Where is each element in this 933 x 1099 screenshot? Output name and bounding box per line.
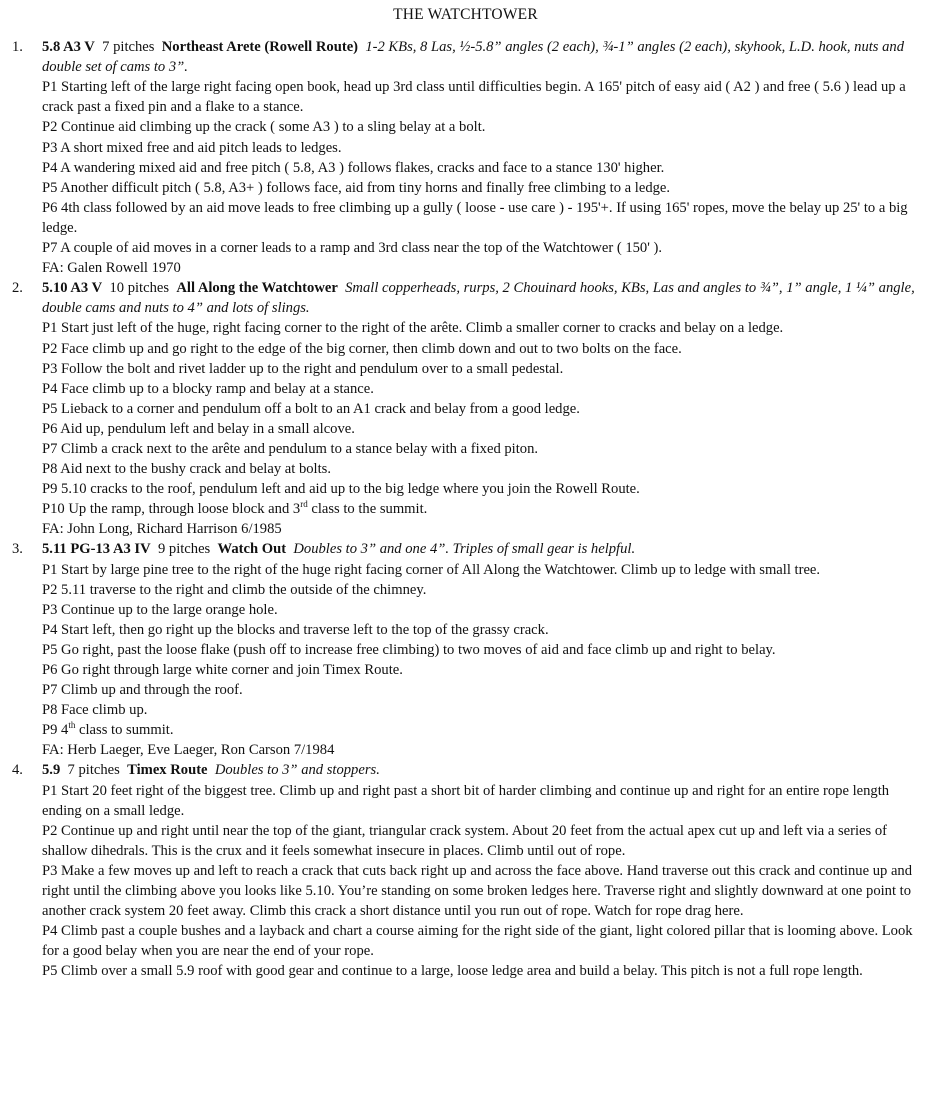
route-grade: 5.10 A3 V [42, 280, 103, 297]
pitch-description: P6 Aid up, pendulum left and belay in a small alcove. [42, 420, 355, 437]
pitch-description: P3 Continue up to the large orange hole. [42, 601, 278, 618]
route-number: 3. [12, 541, 23, 558]
route-name: Northeast Arete (Rowell Route) [161, 39, 359, 56]
ordinal-suffix: rd [300, 499, 308, 510]
pitch-description: P5 Go right, past the loose flake (push off to increase free climbing) to two moves of aid and face climb up and right to belay. [42, 641, 776, 658]
route-name: Timex Route [127, 762, 208, 779]
pitch-description: P1 Start by large pine tree to the right of the huge right facing corner of All Along the Watchtower. Climb up to ledge with small tree. [42, 561, 821, 578]
pitch-description: P4 Start left, then go right up the blocks and traverse left to the top of the grassy crack. [42, 621, 549, 638]
pitch-description: P2 Face climb up and go right to the edge of the big corner, then climb down and out to two bolts on the face. [42, 340, 682, 357]
route-name: All Along the Watchtower [176, 280, 338, 297]
route-gear: Doubles to 3” and one 4”. Triples of small gear is helpful. [293, 541, 636, 558]
pitch-description: P3 A short mixed free and aid pitch leads to ledges. [42, 139, 342, 156]
pitch-text: class to summit. [75, 722, 174, 739]
route-pitch-count: 7 pitches [67, 762, 120, 779]
route-pitch-count: 9 pitches [157, 541, 211, 558]
pitch-description: P8 Aid next to the bushy crack and belay at bolts. [42, 461, 331, 478]
pitch-description [42, 720, 919, 740]
route-entry [12, 278, 919, 539]
route-number: 2. [12, 280, 23, 297]
route-header [42, 539, 919, 559]
pitch-description: P3 Follow the bolt and rivet ladder up to the right and pendulum over to a small pedestal. [42, 360, 564, 377]
first-ascent: FA: John Long, Richard Harrison 6/1985 [42, 521, 282, 538]
route-number: 4. [12, 762, 23, 779]
pitch-description: P7 Climb a crack next to the arête and pendulum to a stance belay with a fixed piton. [42, 440, 539, 457]
pitch-text: P9 4 [42, 722, 69, 739]
pitch-description: P1 Starting left of the large right facing open book, head up 3rd class until difficulties begin. A 165' pitch of easy aid ( A2 ) and free ( 5.6 ) lead up a crack past a fixed pin and a flake to a stance. [42, 79, 906, 116]
first-ascent: FA: Herb Laeger, Eve Laeger, Ron Carson 7/1984 [42, 742, 335, 759]
route-pitch-count: 7 pitches [102, 39, 155, 56]
pitch-description: P5 Climb over a small 5.9 roof with good gear and continue to a large, loose ledge area and build a belay. This pitch is not a full rope length. [42, 963, 863, 980]
route-entry [12, 37, 919, 278]
pitch-description: P5 Lieback to a corner and pendulum off a bolt to an A1 crack and belay from a good ledge. [42, 400, 580, 417]
pitch-description: P2 Continue up and right until near the top of the giant, triangular crack system. About 20 feet from the actual apex cut up and left via a series of shallow dihedrals. This is the crux and it feels somewhat insecure in places. Climb until out of rope. [42, 822, 887, 859]
pitch-description: P6 4th class followed by an aid move leads to free climbing up a gully ( loose - use care ) - 195'+. If using 165' ropes, move the belay up 25' to a big ledge. [42, 199, 908, 236]
route-gear: 1-2 KBs, 8 Las, ½-5.8” angles (2 each), ¾-1” angles (2 each), skyhook, L.D. hook, nuts and double set of cams to 3”. [42, 39, 905, 76]
first-ascent: FA: Galen Rowell 1970 [42, 260, 181, 277]
route-gear: Doubles to 3” and stoppers. [214, 762, 380, 779]
route-header [42, 37, 919, 77]
pitch-text: class to the summit. [307, 501, 428, 518]
pitch-description: P6 Go right through large white corner and join Timex Route. [42, 662, 403, 678]
pitch-description: P7 A couple of aid moves in a corner leads to a ramp and 3rd class near the top of the Watchtower ( 150' ). [42, 240, 663, 257]
pitch-description: P4 Climb past a couple bushes and a layback and chart a course aiming for the right side of the giant, light colored pillar that is looming above. Look for a good belay when you are near the end of your rope. [42, 923, 913, 960]
pitch-description [42, 499, 919, 519]
route-entry [12, 760, 919, 981]
pitch-description: P4 Face climb up to a blocky ramp and belay at a stance. [42, 380, 374, 397]
route-grade: 5.11 PG-13 A3 IV [42, 541, 151, 558]
page-title: THE WATCHTOWER [393, 6, 538, 23]
ordinal-suffix: th [68, 720, 76, 731]
route-pitch-count: 10 pitches [109, 280, 170, 297]
pitch-description: P1 Start just left of the huge, right facing corner to the right of the arête. Climb a smaller corner to cracks and belay on a ledge. [42, 320, 784, 337]
route-grade: 5.9 [42, 762, 61, 779]
route-gear: Small copperheads, rurps, 2 Chouinard hooks, KBs, Las and angles to ¾”, 1” angle, 1 ¼” angle, double cams and nuts to 4” and lots of slings. [42, 280, 915, 317]
route-grade: 5.8 A3 V [42, 39, 95, 56]
pitch-description: P4 A wandering mixed aid and free pitch ( 5.8, A3 ) follows flakes, cracks and face to a stance 130' higher. [42, 159, 665, 176]
route-name: Watch Out [217, 541, 287, 558]
pitch-description: P8 Face climb up. [42, 702, 148, 719]
pitch-text: P10 Up the ramp, through loose block and 3 [42, 501, 301, 518]
pitch-description: P3 Make a few moves up and left to reach a crack that cuts back right up and across the face above. Hand traverse out this crack and continue up and right until the climbing above you looks like 5.10. You’re standing on some broken ledges here. Traverse right and slightly downward at one point to another crack system 20 feet away. Climb this crack a short distance until you run out of rope. Watch for rope drag here. [42, 862, 913, 920]
pitch-description: P7 Climb up and through the roof. [42, 682, 243, 699]
pitch-description: P9 5.10 cracks to the roof, pendulum left and aid up to the big ledge where you join the Rowell Route. [42, 481, 640, 498]
pitch-description: P1 Start 20 feet right of the biggest tree. Climb up and right past a short bit of harder climbing and continue up and right for an entire rope length ending on a small ledge. [42, 782, 890, 819]
pitch-description: P2 Continue aid climbing up the crack ( some A3 ) to a sling belay at a bolt. [42, 119, 486, 136]
route-number: 1. [12, 39, 23, 56]
route-entry [12, 539, 919, 760]
route-header [42, 278, 919, 318]
pitch-description: P5 Another difficult pitch ( 5.8, A3+ ) follows face, aid from tiny horns and finally free climbing to a ledge. [42, 179, 671, 196]
pitch-description: P2 5.11 traverse to the right and climb the outside of the chimney. [42, 581, 427, 598]
route-header [42, 760, 919, 780]
